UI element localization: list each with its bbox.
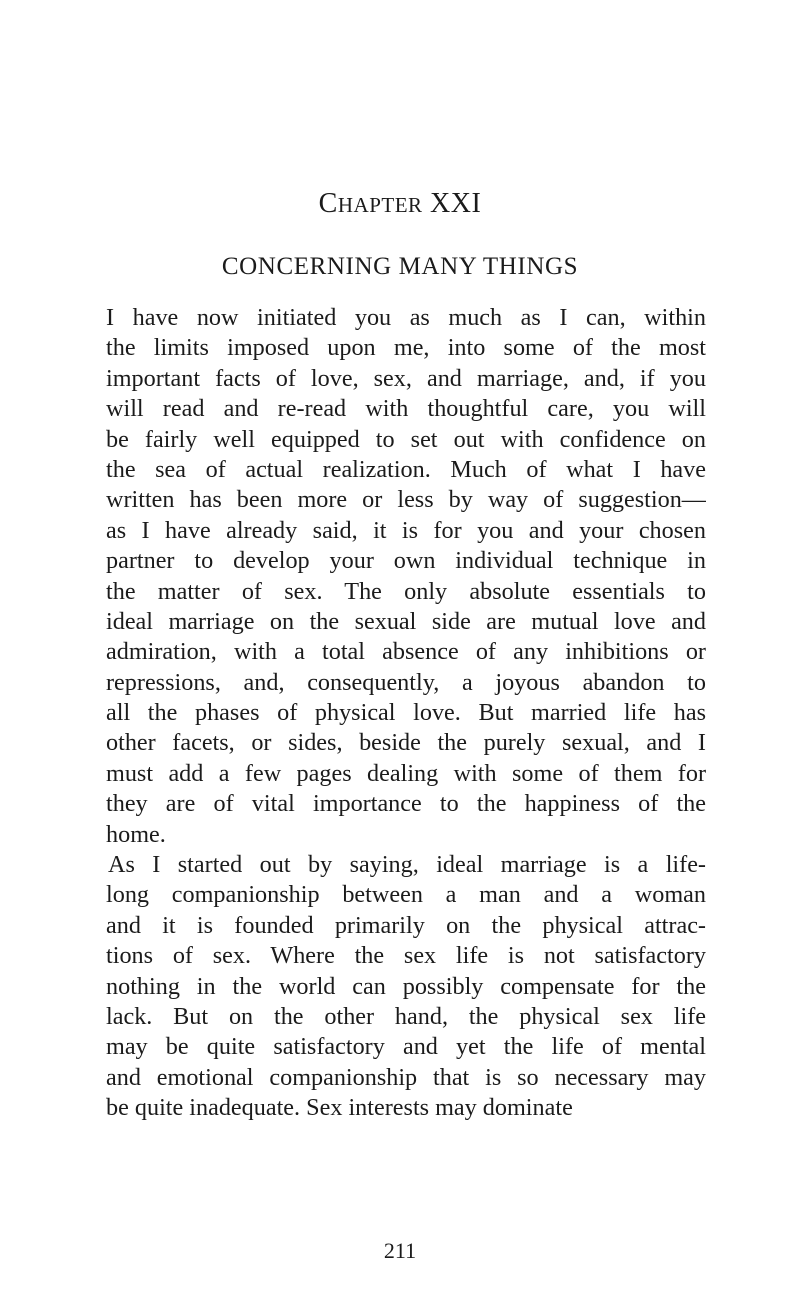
text-line: written has been more or less by way of suggestion— — [106, 486, 706, 514]
text-line: tions of sex. Where the sex life is not satisfactory — [106, 942, 706, 970]
text-line: they are of vital importance to the happiness of the — [106, 790, 706, 818]
text-line: be quite inadequate. Sex interests may dominate — [106, 1094, 573, 1122]
page-number: 211 — [383, 1238, 417, 1263]
text-line: the limits imposed upon me, into some of the most — [106, 334, 706, 362]
chapter-heading-initial: C — [318, 188, 338, 219]
text-line: all the phases of physical love. But married life has — [106, 699, 706, 727]
text-line: admiration, with a total absence of any inhibitions or — [106, 638, 706, 666]
text-line: nothing in the world can possibly compensate for the — [106, 972, 706, 1000]
text-line: ideal marriage on the sexual side are mutual love and — [106, 607, 706, 635]
body-text — [106, 303, 706, 1124]
text-line: I have now initiated you as much as I can, within — [106, 304, 706, 331]
chapter-number: XXI — [430, 188, 482, 219]
chapter-heading — [0, 184, 800, 225]
text-line: and emotional companionship that is so necessary may — [106, 1063, 706, 1091]
chapter-title: CONCERNING MANY THINGS — [221, 253, 579, 280]
text-line: long companionship between a man and a woman — [106, 881, 706, 909]
text-line: will read and re-read with thoughtful care, you will — [106, 395, 706, 423]
text-line: other facets, or sides, beside the purely sexual, and I — [106, 729, 706, 757]
text-line: the sea of actual realization. Much of what I have — [106, 455, 706, 483]
text-line: must add a few pages dealing with some of them for — [106, 759, 706, 787]
text-line: home. — [106, 820, 166, 848]
text-line: as I have already said, it is for you and your chosen — [106, 516, 706, 544]
paragraph — [106, 850, 706, 1124]
text-line: important facts of love, sex, and marriage, and, if you — [106, 364, 706, 392]
text-line: lack. But on the other hand, the physical sex life — [106, 1002, 706, 1030]
chapter-heading-word: HAPTER — [337, 193, 423, 217]
text-line: and it is founded primarily on the physical attrac- — [106, 911, 706, 939]
text-line: be fairly well equipped to set out with confidence on — [106, 425, 706, 453]
text-line: the matter of sex. The only absolute essentials to — [106, 577, 706, 605]
paragraph — [106, 303, 706, 850]
text-line: As I started out by saying, ideal marriage is a life- — [108, 851, 706, 879]
text-line: partner to develop your own individual technique in — [106, 547, 706, 575]
text-line: repressions, and, consequently, a joyous abandon to — [106, 668, 706, 696]
text-line: may be quite satisfactory and yet the life of mental — [106, 1033, 706, 1061]
